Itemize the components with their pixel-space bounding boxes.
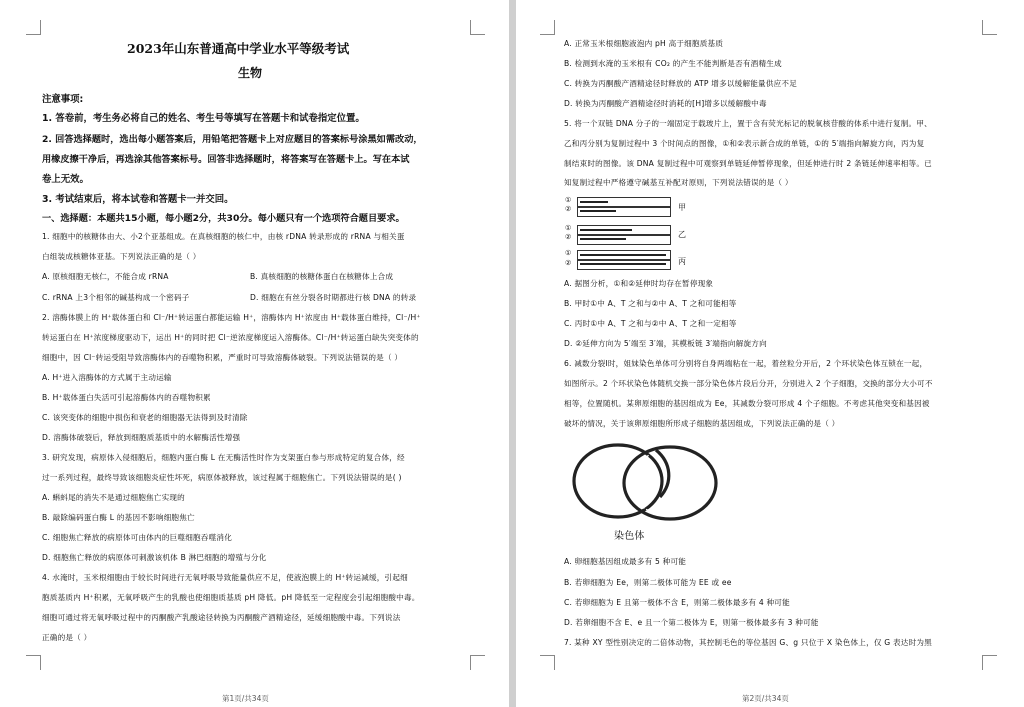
strand-1-label: ① bbox=[565, 224, 572, 232]
page-divider bbox=[509, 0, 516, 707]
new-strand-2 bbox=[580, 238, 626, 240]
strand-2-label: ② bbox=[565, 259, 572, 267]
question-2-option-c: C. 该突变体的细胞中损伤和衰老的细胞器无法得到及时清除 bbox=[42, 413, 248, 422]
figure-label-jia: 甲 bbox=[678, 203, 686, 212]
figure-label-yi: 乙 bbox=[678, 230, 686, 239]
question-3-option-b: B. 敲除编码蛋白酶 L 的基因不影响细胞焦亡 bbox=[42, 513, 195, 522]
question-2-option-a: A. H⁺进入溶酶体的方式属于主动运输 bbox=[42, 373, 172, 382]
question-5-stem: 制结束时的图像。该 DNA 复制过程中可观察到单链延伸暂停现象，但延伸进行时 2 条链延伸速率相等。已 bbox=[564, 159, 932, 168]
question-5-option-a: A. 据图分析，①和②延伸时均存在暂停现象 bbox=[564, 279, 714, 288]
document-page-1 bbox=[0, 0, 509, 707]
crop-mark bbox=[26, 20, 41, 35]
question-1-stem: 1. 细胞中的核糖体由大、小2个亚基组成。在真核细胞的核仁中，由核 rDNA 转录形成的 rRNA 与相关蛋 bbox=[42, 232, 405, 241]
notice-line: 1. 答卷前，考生务必将自己的姓名、考生号等填写在答题卡和试卷指定位置。 bbox=[42, 113, 365, 124]
question-5-stem: 乙和丙分别为复制过程中 3 个时间点的图像，①和②表示新合成的单链，①的 5′端指向解旋方向，丙为复 bbox=[564, 139, 925, 148]
question-1-option-b: B. 真核细胞的核糖体蛋白在核糖体上合成 bbox=[250, 272, 394, 281]
question-7-stem: 7. 某种 XY 型性别决定的二倍体动物，其控制毛色的等位基因 G、g 只位于 X 染色体上，仅 G 表达时为黑 bbox=[564, 638, 932, 647]
question-4-stem: 细胞可通过将无氧呼吸过程中的丙酮酸产乳酸途径转换为丙酮酸产酒精途径，延缓细胞酸中毒。下列说法 bbox=[42, 613, 401, 622]
question-2-stem: 2. 溶酶体膜上的 H⁺载体蛋白和 Cl⁻/H⁺转运蛋白都能运输 H⁺，溶酶体内 H⁺浓度由 H⁺载体蛋白维持，Cl⁻/H⁺ bbox=[42, 313, 421, 322]
question-1-stem: 白组装成核糖体亚基。下列说法正确的是（ ） bbox=[42, 252, 201, 261]
question-6-option-b: B. 若卵细胞为 Ee，则第二极体可能为 EE 或 ee bbox=[564, 578, 732, 587]
question-1-option-c: C. rRNA 上3个相邻的碱基构成一个密码子 bbox=[42, 293, 190, 302]
page-footer: 第2页/共34页 bbox=[742, 694, 789, 703]
crop-mark bbox=[540, 20, 555, 35]
question-6-stem: 如图所示。2 个环状染色体随机交换一部分染色体片段后分开，分别进入 2 个子细胞，交换的部分大小可不 bbox=[564, 379, 933, 388]
question-5-option-c: C. 丙时①中 A、T 之和与②中 A、T 之和一定相等 bbox=[564, 319, 737, 328]
question-3-option-a: A. 蝌蚪尾的消失不是通过细胞焦亡实现的 bbox=[42, 493, 185, 502]
question-6-option-a: A. 卵细胞基因组成最多有 5 种可能 bbox=[564, 557, 687, 566]
strand-2-label: ② bbox=[565, 205, 572, 213]
crop-mark bbox=[470, 655, 485, 670]
document-page-2 bbox=[516, 0, 1024, 707]
notice-heading: 注意事项: bbox=[42, 94, 84, 105]
question-3-option-d: D. 细胞焦亡释放的病原体可刺激该机体 B 淋巴细胞的增殖与分化 bbox=[42, 553, 267, 562]
new-strand-2 bbox=[580, 210, 616, 212]
question-2-option-b: B. H⁺载体蛋白失活可引起溶酶体内的吞噬物积累 bbox=[42, 393, 211, 402]
interlocked-ring-chromosomes-figure bbox=[566, 437, 726, 527]
question-4-option-c: C. 转换为丙酮酸产酒精途径时释放的 ATP 增多以缓解能量供应不足 bbox=[564, 79, 798, 88]
question-6-stem: 相等，位置随机。某卵原细胞的基因组成为 Ee，其减数分裂可形成 4 个子细胞。不考虑其他突变和基因被 bbox=[564, 399, 930, 408]
crop-mark bbox=[470, 20, 485, 35]
figure-label-bing: 丙 bbox=[678, 257, 686, 266]
notice-line: 用橡皮擦干净后，再选涂其他答案标号。回答非选择题时，将答案写在答题卡上。写在本试 bbox=[42, 154, 410, 165]
section-heading: 一、选择题：本题共15小题，每小题2分，共30分。每小题只有一个选项符合题目要求。 bbox=[42, 213, 405, 224]
new-strand-2 bbox=[580, 263, 666, 265]
strand-2-label: ② bbox=[565, 233, 572, 241]
new-strand-1 bbox=[580, 254, 666, 256]
notice-line: 卷上无效。 bbox=[42, 174, 89, 185]
question-2-stem: 转运蛋白在 H⁺浓度梯度驱动下，运出 H⁺的同时把 Cl⁻逆浓度梯度运入溶酶体。Cl⁻/H⁺转运蛋白缺失突变体的 bbox=[42, 333, 419, 342]
question-3-stem: 3. 研究发现，病原体入侵细胞后，细胞内蛋白酶 L 在无酶活性时作为支架蛋白参与形成特定的复合体，经 bbox=[42, 453, 405, 462]
notice-line: 2. 回答选择题时，选出每小题答案后，用铅笔把答题卡上对应题目的答案标号涂黑如需改动， bbox=[42, 134, 423, 145]
figure-caption: 染色体 bbox=[614, 531, 645, 542]
question-3-option-c: C. 细胞焦亡释放的病原体可由体内的巨噬细胞吞噬消化 bbox=[42, 533, 232, 542]
question-4-stem: 4. 水淹时，玉米根细胞由于较长时间进行无氧呼吸导致能量供应不足，使液泡膜上的 H⁺转运减缓，引起细 bbox=[42, 573, 408, 582]
page-footer: 第1页/共34页 bbox=[222, 694, 269, 703]
strand-1-label: ① bbox=[565, 249, 572, 257]
exam-subject: 生物 bbox=[238, 66, 263, 80]
question-2-stem: 细胞中，因 Cl⁻转运受阻导致溶酶体内的吞噬物积累，严重时可导致溶酶体破裂。下列说法错误的是（ ） bbox=[42, 353, 403, 362]
question-4-option-a: A. 正常玉米根细胞液泡内 pH 高于细胞质基质 bbox=[564, 39, 724, 48]
question-6-option-c: C. 若卵细胞为 E 且第一极体不含 E，则第二极体最多有 4 种可能 bbox=[564, 598, 790, 607]
question-3-stem: 过一系列过程，最终导致该细胞炎症性坏死，病原体被释放，该过程属于细胞焦亡。下列说法错误的是( ) bbox=[42, 473, 402, 482]
question-1-option-d: D. 细胞在有丝分裂各时期都进行核 DNA 的转录 bbox=[250, 293, 417, 302]
question-4-stem: 胞质基质内 H⁺积累，无氧呼吸产生的乳酸也使细胞质基质 pH 降低。pH 降低至一定程度会引起细胞酸中毒。 bbox=[42, 593, 420, 602]
new-strand-1 bbox=[580, 201, 608, 203]
strand-1-label: ① bbox=[565, 196, 572, 204]
question-6-stem: 6. 减数分裂Ⅰ时，姐妹染色单体可分别将自身两端粘在一起，着丝粒分开后，2 个环状染色体互锁在一起， bbox=[564, 359, 928, 368]
question-4-option-b: B. 检测到水淹的玉米根有 CO₂ 的产生不能判断是否有酒精生成 bbox=[564, 59, 782, 68]
question-6-stem: 破坏的情况，关于该卵原细胞所形成子细胞的基因组成，下列说法正确的是（ ） bbox=[564, 419, 840, 428]
question-5-stem: 知复制过程中严格遵守碱基互补配对原则，下列说法错误的是（ ） bbox=[564, 178, 793, 187]
question-5-option-d: D. ②延伸方向为 5′端至 3′端，其模板链 3′端指向解旋方向 bbox=[564, 339, 767, 348]
crop-mark bbox=[982, 20, 997, 35]
question-2-option-d: D. 溶酶体破裂后，释放到细胞质基质中的水解酶活性增强 bbox=[42, 433, 241, 442]
question-4-stem: 正确的是（ ） bbox=[42, 633, 92, 642]
question-1-option-a: A. 原核细胞无核仁，不能合成 rRNA bbox=[42, 272, 169, 281]
crop-mark bbox=[26, 655, 41, 670]
question-4-option-d: D. 转换为丙酮酸产酒精途径时消耗的[H]增多以缓解酸中毒 bbox=[564, 99, 767, 108]
new-strand-1 bbox=[580, 229, 632, 231]
crop-mark bbox=[540, 655, 555, 670]
question-5-stem: 5. 将一个双链 DNA 分子的一端固定于载玻片上，置于含有荧光标记的脱氧核苷酸的体系中进行复制。甲、 bbox=[564, 119, 932, 128]
notice-line: 3. 考试结束后，将本试卷和答题卡一并交回。 bbox=[42, 194, 234, 205]
question-6-option-d: D. 若卵细胞不含 E、e 且一个第二极体为 E，则第一极体最多有 3 种可能 bbox=[564, 618, 819, 627]
exam-title: 2023年山东普通高中学业水平等级考试 bbox=[127, 41, 350, 56]
crop-mark bbox=[982, 655, 997, 670]
question-5-option-b: B. 甲时①中 A、T 之和与②中 A、T 之和可能相等 bbox=[564, 299, 737, 308]
